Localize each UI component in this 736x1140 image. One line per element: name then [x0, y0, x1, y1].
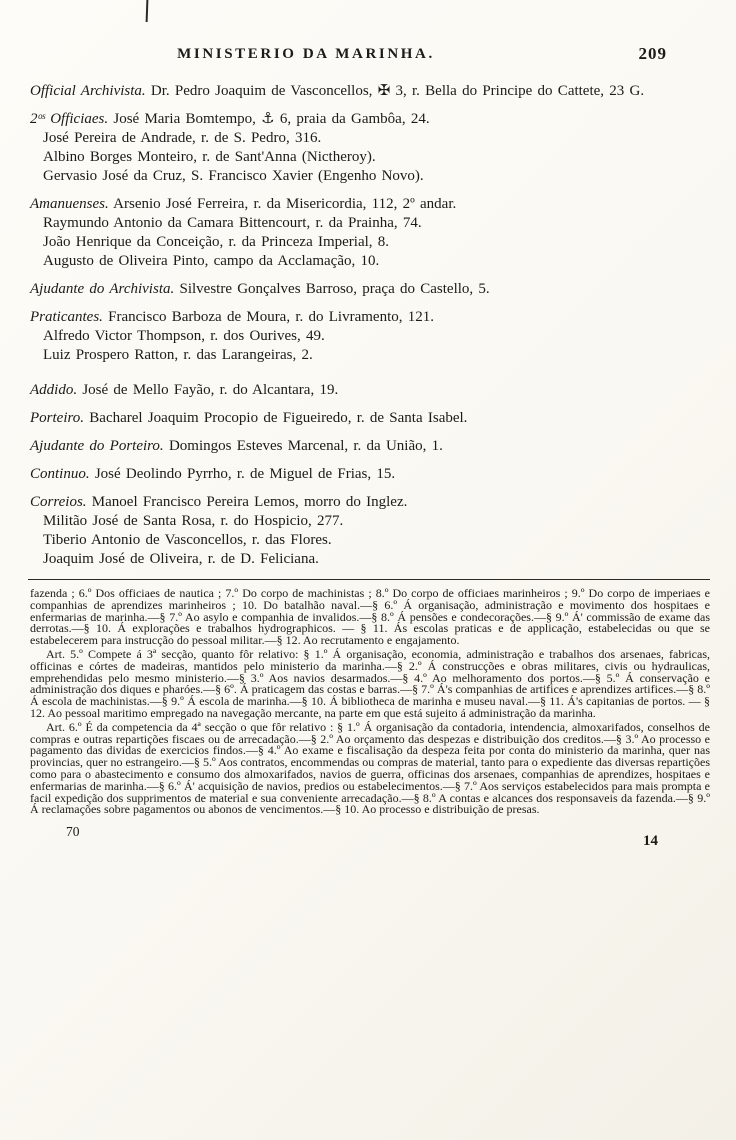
footer-left-number: 70	[66, 824, 80, 840]
directory-entry-continuation: Luiz Prospero Ratton, r. das Larangeiras, 2.	[43, 347, 313, 363]
directory-entry-continuation: Gervasio José da Cruz, S. Francisco Xavier (Engenho Novo).	[43, 168, 424, 184]
entry-role-label: Amanuenses.	[30, 196, 109, 212]
directory-entry-continuation: José Pereira de Andrade, r. de S. Pedro, 316.	[43, 130, 322, 146]
directory-entry: Ajudante do Archivista. Silvestre Gonçalves Barroso, praça do Castello, 5.	[30, 281, 490, 297]
section-divider	[28, 579, 710, 580]
directory-entry-continuation: Albino Borges Monteiro, r. de Sant'Anna (Nictheroy).	[43, 149, 376, 165]
header-title: MINISTERIO DA MARINHA.	[177, 46, 435, 62]
page-header	[30, 46, 710, 68]
directory-entry: 2ᵒˢ Officiaes. José Maria Bomtempo, ⚓ 6, praia da Gambôa, 24.	[30, 111, 430, 127]
directory-entry: Correios. Manoel Francisco Pereira Lemos, morro do Inglez.	[30, 494, 408, 510]
directory-entry: Addido. José de Mello Fayão, r. do Alcantara, 19.	[30, 382, 339, 398]
directory-entry: Porteiro. Bacharel Joaquim Procopio de Figueiredo, r. de Santa Isabel.	[30, 410, 468, 426]
directory-entry: Continuo. José Deolindo Pyrrho, r. de Miguel de Frias, 15.	[30, 466, 396, 482]
scan-artifact	[146, 0, 149, 22]
directory-entry-continuation: Augusto de Oliveira Pinto, campo da Acclamação, 10.	[43, 253, 380, 269]
directory-entry-continuation: João Henrique da Conceição, r. da Princeza Imperial, 8.	[43, 234, 390, 250]
entry-role-label: Ajudante do Porteiro.	[30, 438, 164, 454]
directory-entry-continuation: Militão José de Santa Rosa, r. do Hospicio, 277.	[43, 513, 344, 529]
entry-role-label: 2ᵒˢ Officiaes.	[30, 111, 109, 127]
directory-list	[30, 82, 710, 569]
directory-entry-continuation: Raymundo Antonio da Camara Bittencourt, r. da Prainha, 74.	[43, 215, 422, 231]
footnote-paragraph: Art. 5.º Compete á 3ª secção, quanto fôr relativo: § 1.º Á organisação, economia, administração e trabalhos dos arsenaes, fabricas, officinas e córtes de madeiras, mantidos pelo ministerio da marinha.—§ 2.º Á construcções e obras militares, civis ou hydraulicas, emprehendidas pelo mesmo ministerio.—§ 3.º Aos navios desarmados.—§ 4.º Ao melhoramento dos portos.—§ 5.º Á conservação e administração dos diques e pharóes.—§ 6º. Á praticagem das costas e barras.—§ 7.º Á's companhias de artifices e aprendizes artifices.—§ 8.º Á escola de machinistas.—§ 9.º Á escola de marinha.—§ 10. Á bibliotheca de marinha e museu naval.—§ 11. Á's capitanias de portos. — § 12. Ao pessoal maritimo empregado na navegação mercante, na parte em que está sujeito á administração da marinha.	[30, 646, 710, 720]
entry-role-label: Continuo.	[30, 466, 90, 482]
directory-entry-continuation: Joaquim José de Oliveira, r. de D. Feliciana.	[43, 551, 319, 567]
directory-entry: Official Archivista. Dr. Pedro Joaquim de Vasconcellos, ✠ 3, r. Bella do Principe do Cattete, 23 G.	[30, 83, 645, 99]
directory-entry-continuation: Alfredo Victor Thompson, r. dos Ourives, 49.	[43, 328, 325, 344]
entry-role-label: Porteiro.	[30, 410, 85, 426]
page-footer	[30, 818, 710, 850]
footnotes-section	[30, 588, 710, 816]
entry-role-label: Ajudante do Archivista.	[30, 281, 175, 297]
footer-right-number: 14	[643, 833, 658, 850]
entry-role-label: Addido.	[30, 382, 78, 398]
entry-role-label: Correios.	[30, 494, 87, 510]
footnote-paragraph: Art. 6.º É da competencia da 4ª secção o que fôr relativo : § 1.º Á organisação da contadoria, intendencia, almoxarifados, conselhos de compras e outras repartições fiscaes ou de arrecadação.—§ 2.º Ao orçamento das despezas e distribuição dos creditos.—§ 3.º Ao processo e pagamento das dividas de exercicios findos.—§ 4.º Ao exame e fiscalisação da despeza feita por conta do ministerio da marinha, quer nas provincias, quer no estrangeiro.—§ 5.º Aos contratos, encommendas ou compras de material, tanto para o expediente das diversas repartições como para o abastecimento e consumo dos almoxarifados, navios de guerra, officinas dos arsenaes, companhias de aprendizes, hospitaes e enfermarias de marinha.—§ 6.º Á' acquisição de navios, predios ou estabelecimentos.—§ 7.º Aos serviços estabelecidos para mais prompta e facil expedição dos supprimentos de material e sua conveniente arrecadação.—§ 8.º A contas e alcances dos responsaveis da fazenda.—§ 9.º Á reclamações sobre pagamentos ou abonos de vencimentos.—§ 10. Ao processo e distribuição de presas.	[30, 719, 710, 817]
directory-entry: Praticantes. Francisco Barboza de Moura, r. do Livramento, 121.	[30, 309, 434, 325]
directory-entry: Amanuenses. Arsenio José Ferreira, r. da Misericordia, 112, 2º andar.	[30, 196, 457, 212]
entry-role-label: Praticantes.	[30, 309, 103, 325]
entry-role-label: Official Archivista.	[30, 83, 146, 99]
directory-entry: Ajudante do Porteiro. Domingos Esteves Marcenal, r. da União, 1.	[30, 438, 443, 454]
page-number: 209	[638, 44, 667, 63]
directory-entry-continuation: Tiberio Antonio de Vasconcellos, r. das Flores.	[43, 532, 332, 548]
footnote-paragraph: fazenda ; 6.º Dos officiaes de nautica ; 7.º Do corpo de machinistas ; 8.º Do corpo de officiaes marinheiros ; 9.º Do corpo de imperiaes e companhias de aprendizes marinheiros ; 10. Do batalhão naval.—§ 6.º Á organisação, administração e movimento dos hospitaes e enfermarias de marinha.—§ 7.º Ao asylo e companhia de invalidos.—§ 8.º Á pensões e condecorações.—§ 9.º Á' commissão de exame das derrotas.—§ 10. Á explorações e trabalhos hydrographicos. — § 11. Ás escolas praticas e de applicação, estabelecidas ou que se estabelecerem para instrucção do pessoal militar.—§ 12. Ao recrutamento e engajamento.	[30, 586, 710, 648]
